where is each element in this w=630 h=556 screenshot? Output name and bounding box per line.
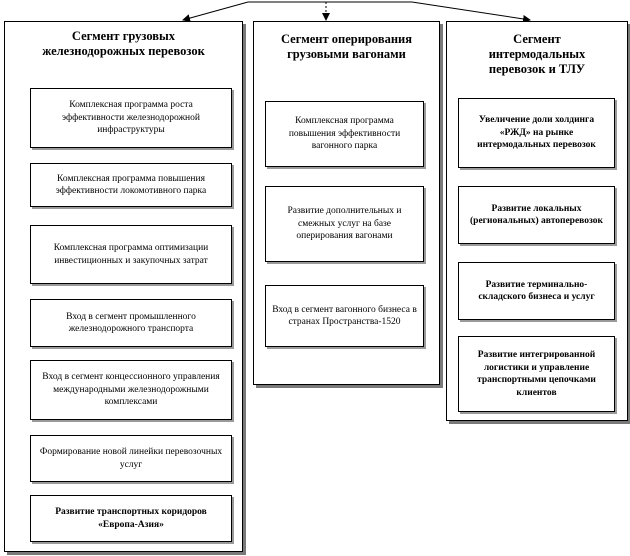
- initiative-box: Комплексная программа роста эффективности железнодорожной инфраструктуры: [30, 88, 232, 148]
- segment-freight-rail: [4, 21, 243, 552]
- initiative-box: Увеличение доли холдинга «РЖД» на рынке интермодальных перевозок: [458, 98, 615, 168]
- initiative-box: Развитие транспортных коридоров «Европа-Азия»: [30, 495, 232, 542]
- segment-intermodal-title: Сегмент интермодальных перевозок и ТЛУ: [488, 32, 586, 76]
- initiative-box: Вход в сегмент промышленного железнодорожного транспорта: [30, 299, 232, 347]
- initiative-box: Комплексная программа оптимизации инвестиционных и закупочных затрат: [30, 225, 232, 284]
- arrow-to-freight-segment: [183, 2, 248, 20]
- segment-wagon-operation-title: Сегмент оперирования грузовыми вагонами: [281, 32, 412, 61]
- initiative-box: Развитие локальных (региональных) автоперевозок: [458, 186, 615, 244]
- initiative-box: Формирование новой линейки перевозочных услуг: [30, 435, 232, 482]
- initiative-box: Развитие терминально-складского бизнеса и услуг: [458, 262, 615, 320]
- segment-intermodal: [446, 21, 628, 421]
- initiative-box: Комплексная программа повышения эффективности вагонного парка: [265, 101, 424, 167]
- initiative-box: Вход в сегмент вагонного бизнеса в странах Пространства-1520: [265, 285, 424, 347]
- initiative-box: Комплексная программа повышения эффективности локомотивного парка: [30, 163, 232, 207]
- initiative-box: Вход в сегмент концессионного управления международными железнодорожными комплексами: [30, 360, 232, 420]
- segment-freight-rail-title: Сегмент грузовых железнодорожных перевозок: [42, 29, 205, 58]
- initiative-box: Развитие интегрированной логистики и управление транспортными цепочками клиентов: [458, 336, 615, 412]
- arrow-to-intermodal-segment: [412, 2, 530, 20]
- initiative-box: Развитие дополнительных и смежных услуг на базе оперирования вагонами: [265, 186, 424, 262]
- segment-wagon-operation: [253, 21, 440, 385]
